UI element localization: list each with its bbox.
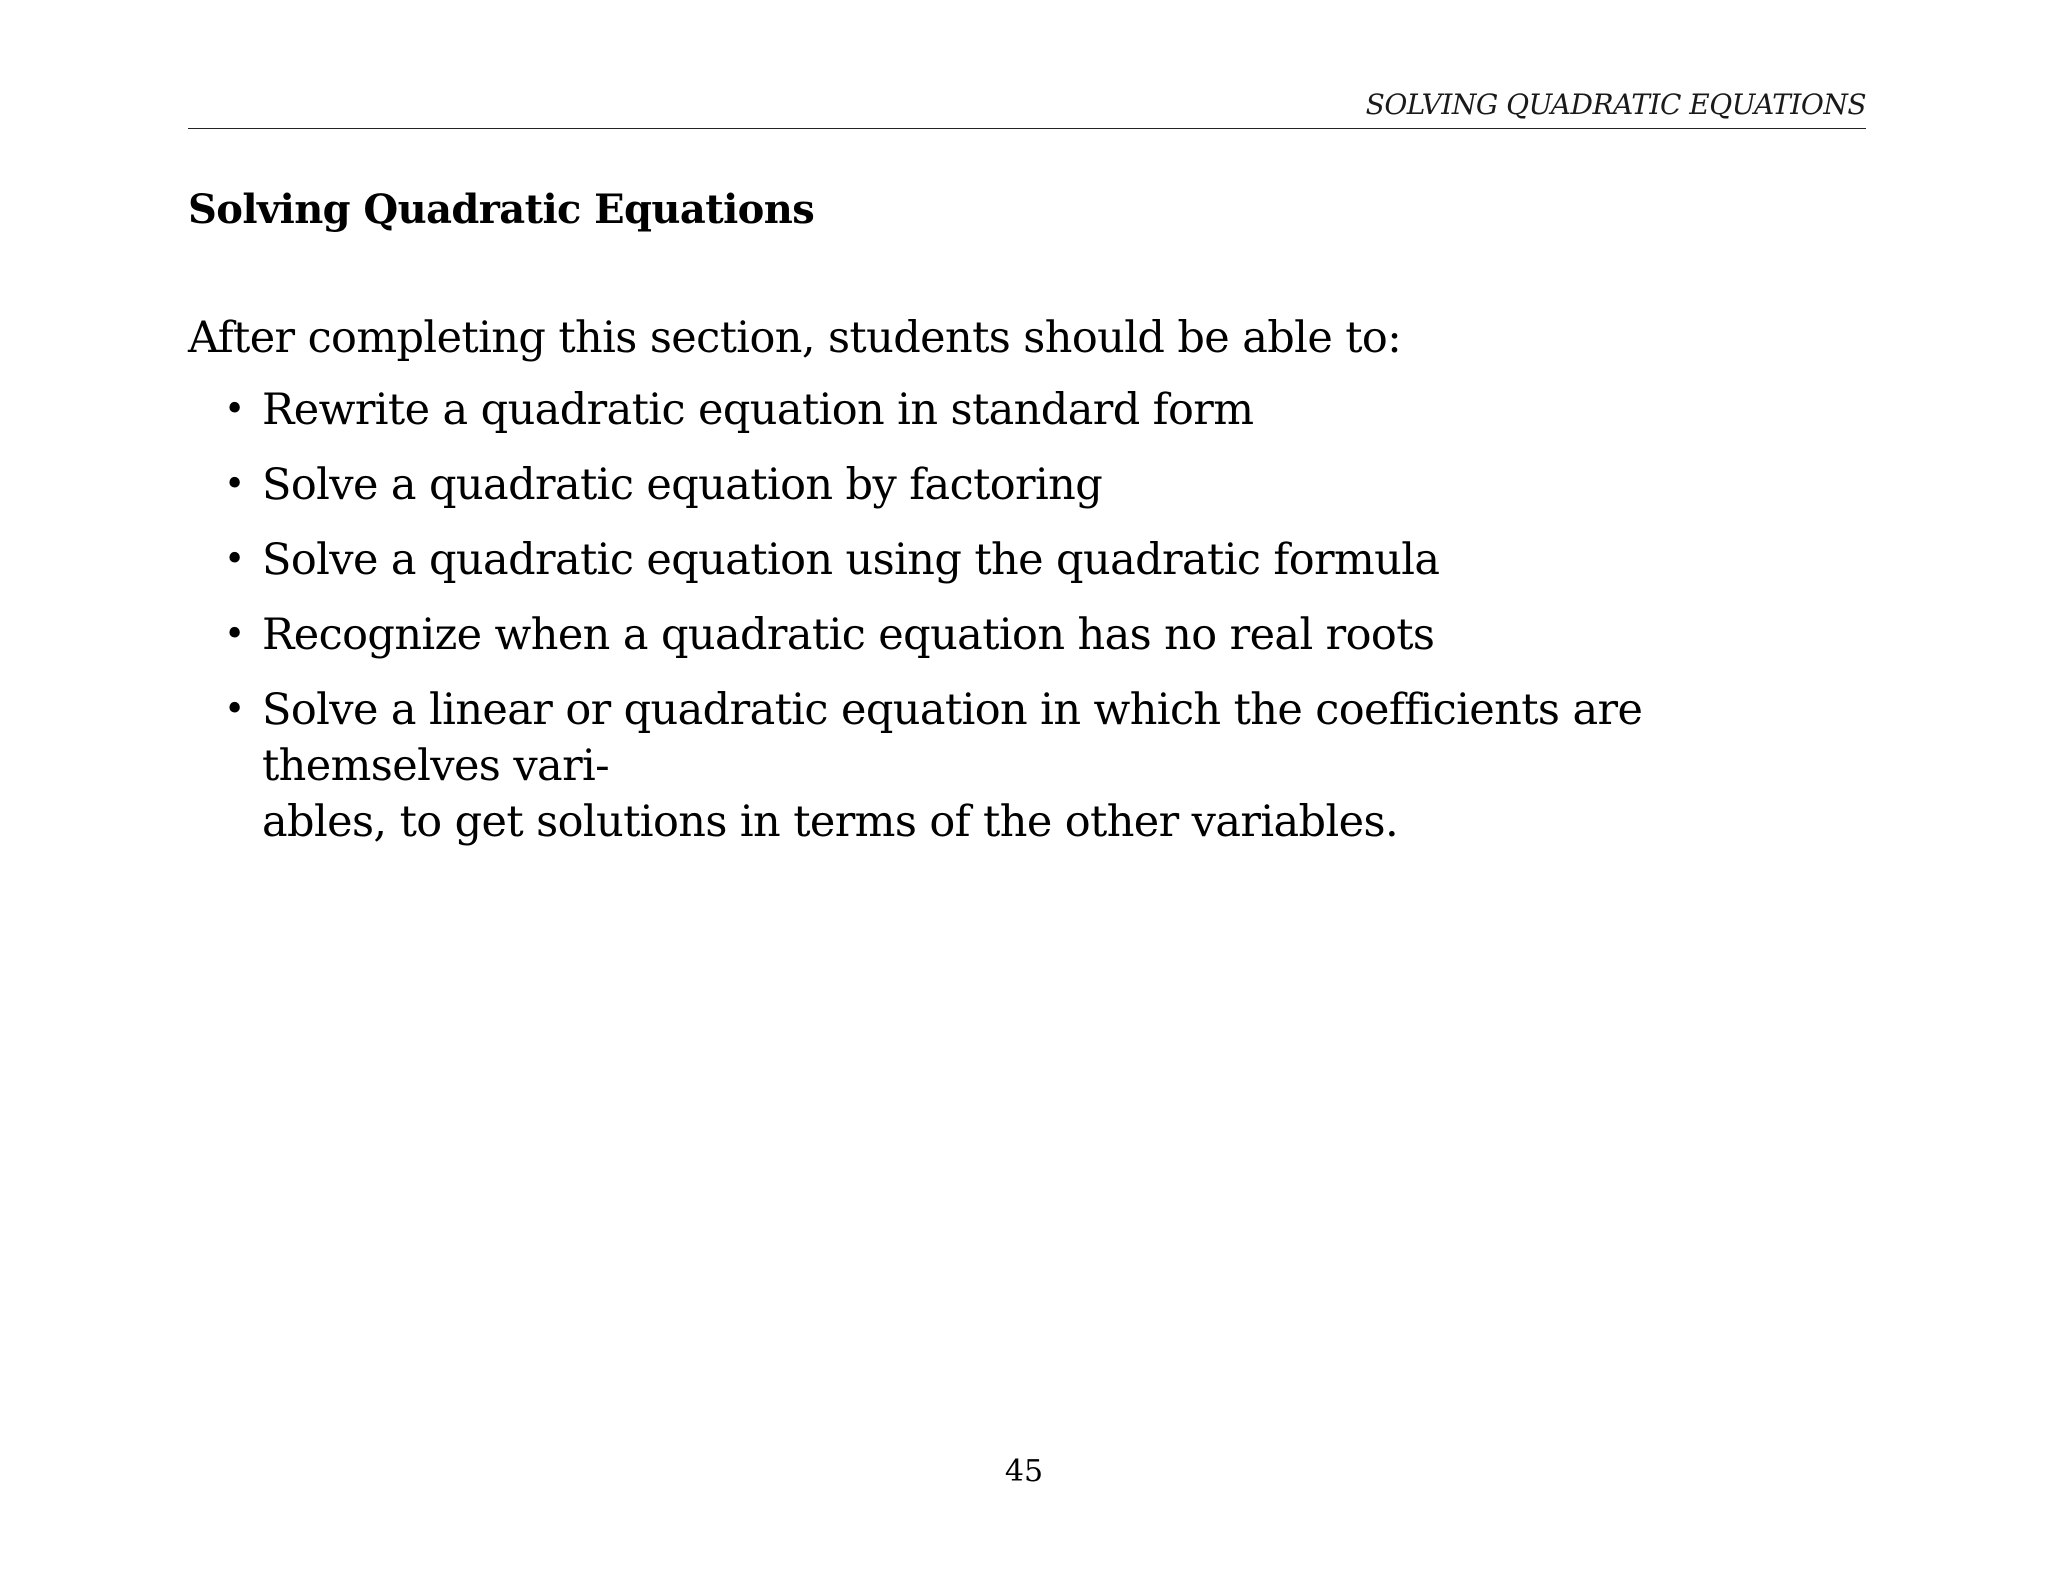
section-title: Solving Quadratic Equations (188, 186, 815, 233)
objective-item (188, 457, 1868, 513)
objective-text: Recognize when a quadratic equation has no real roots (262, 610, 1435, 660)
objective-item (188, 532, 1868, 588)
objective-text: Solve a quadratic equation by factoring (262, 460, 1103, 510)
bullet-icon: • (224, 689, 245, 730)
bullet-icon: • (224, 389, 245, 430)
objective-text-line-2: ables, to get solutions in terms of the other variables. (262, 797, 1399, 847)
bullet-icon: • (224, 539, 245, 580)
objective-item (188, 607, 1868, 663)
objective-text: Solve a quadratic equation using the quadratic formula (262, 535, 1440, 585)
running-header: SOLVING QUADRATIC EQUATIONS (1365, 88, 1866, 121)
objective-text-line-1: Solve a linear or quadratic equation in which the coefficients are themselves vari- (262, 685, 1643, 791)
objective-item (188, 682, 1868, 850)
page-number: 45 (1004, 1454, 1044, 1489)
header-rule (188, 128, 1866, 129)
bullet-icon: • (224, 464, 245, 505)
objective-text: Rewrite a quadratic equation in standard form (262, 385, 1254, 435)
bullet-icon: • (224, 614, 245, 655)
objective-item (188, 382, 1868, 438)
intro-paragraph: After completing this section, students should be able to: (188, 313, 1402, 363)
learning-objectives-list (188, 382, 1868, 869)
